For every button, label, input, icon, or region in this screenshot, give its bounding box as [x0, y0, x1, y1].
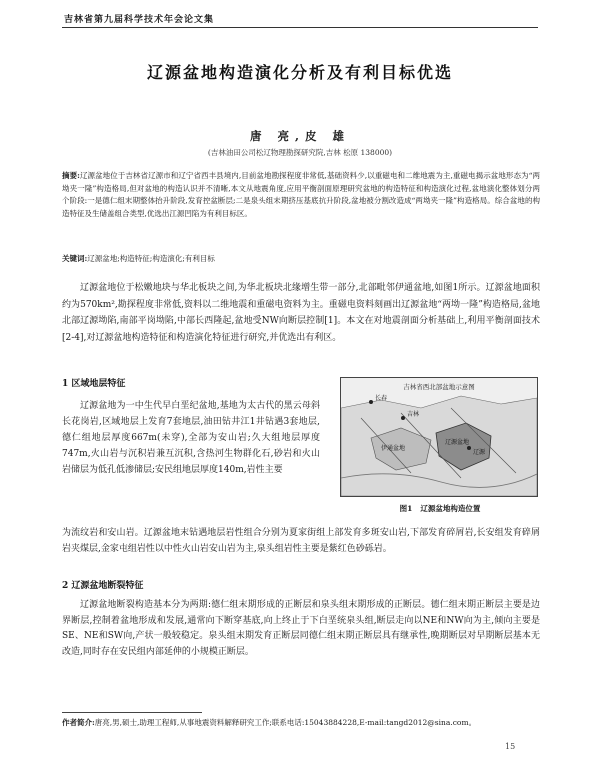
- header-rule: [62, 27, 538, 28]
- keywords: [62, 253, 540, 266]
- running-header: 吉林省第九届科学技术年会论文集: [64, 15, 215, 25]
- abstract-label: 摘要:: [62, 171, 80, 180]
- author-footnote: [62, 716, 540, 729]
- location-map: [341, 378, 537, 496]
- section-2-paragraph: 辽源盆地断裂构造基本分为两期:德仁组末期形成的正断层和泉头组末期形成的正断层。德仁组末期正断层主要是边界断层,控制着盆地形成和发展,通常向下断穿基底,向上终止于下白垩统泉头组,断层走向以NE和NW向为主,倾向主要是SE、NE和SW向,产状一般较稳定。泉头组末期发育正断层同德仁组末期正断层具有继承性,晚期断层对早期断层基本无改造,同时存在安民组内部延伸的小规模正断层。: [62, 600, 540, 657]
- map-label-liaoyuan-basin: 辽源盆地: [445, 439, 470, 446]
- section-1-paragraph: 辽源盆地为一中生代早白垩纪盆地,基地为太古代的黑云母斜长花岗岩,区域地层上发育7套地层,油田钻井江1井钻遇3套地层,德仁组地层厚度667m(未穿),全部为安山岩;久大组地层厚度747m,火山岩与沉积岩兼互沉积,含热河生物群化石,砂岩和火山岩储层为低孔低渗储层;安民组地层厚度140m,岩性主要: [62, 401, 320, 475]
- keywords-label: 关键词:: [62, 254, 88, 263]
- intro-paragraph: 辽源盆地位于松嫩地块与华北板块之间,为华北板块北缘增生带一部分,北部毗邻伊通盆地,如图1所示。辽源盆地面积约为570km²,勘探程度非常低,资料以二维地震和重磁电资料为主。重磁电资料刻画出辽源盆地“两坳一隆”构造格局,盆地北部辽源坳陷,南部平岗坳陷,中部长西隆起,盆地受NW向断层控制[1]。本文在对地震剖面分析基础上,利用平衡剖面技术[2-4],对辽源盆地构造特征和构造演化特征进行研究,并优选出有利区。: [62, 283, 540, 343]
- footnote-label: 作者简介:: [62, 718, 95, 727]
- map-label-yitong: 伊通盆地: [381, 445, 406, 452]
- paper-title: 辽源盆地构造演化分析及有利目标优选: [146, 63, 453, 82]
- section-2-heading: 2 辽源盆地断裂特征: [62, 581, 144, 591]
- city-marker-liaoyuan: [467, 446, 471, 450]
- map-label-jilin: 吉林: [407, 411, 420, 418]
- figure-caption-text: 辽源盆地构造位置: [420, 504, 481, 513]
- affiliation: (吉林油田公司松辽物理勘探研究院,吉林 松原 138000): [207, 148, 393, 157]
- authors: 唐 亮,皮 雄: [249, 129, 350, 143]
- footnote-rule: [62, 712, 202, 713]
- city-marker-jilin: [401, 416, 405, 420]
- abstract-text: 辽源盆地位于吉林省辽源市和辽宁省西丰县境内,目前盆地勘探程度非常低,基础资料少,以重磁电和二维地震为主,重磁电揭示盆地形态为“两坳夹一隆”构造格局,但对盆地的构造认识并不清晰,本文从地震角度,应用平衡剖面原理研究盆地的构造特征和构造演化过程,盆地演化整体划分两个阶段:一是德仁组末期整体抬升阶段,发育控盆断层;二是泉头组末期挤压基底抗升阶段,盆地被分割改造成“两坳夹一隆”构造格局。综合盆地的构造特征及生储盖组合类型,优选出江源凹陷为有利目标区。: [62, 171, 540, 218]
- keywords-text: 辽源盆地;构造特征;构造演化;有利目标: [87, 254, 215, 263]
- footnote-text: 唐亮,男,硕士,助理工程师,从事地震资料解释研究工作;联系电话:15043884228,E-mail:tangd2012@sina.com。: [94, 718, 477, 727]
- section-1-paragraph-continued: 为流纹岩和安山岩。辽源盆地末钻遇地层岩性组合分别为夏家街组上部发育多斑安山岩,下部发育碎屑岩,长安组发育碎屑岩夹煤层,金家屯组岩性以中性火山岩安山岩为主,泉头组岩性主要是紫红色砂砾岩。: [62, 528, 540, 554]
- section-1-heading: 1 区域地层特征: [62, 379, 126, 389]
- abstract: [62, 170, 540, 220]
- location-map-figure: [340, 377, 538, 497]
- figure-number: 图1: [399, 504, 413, 513]
- page-number: 15: [505, 742, 516, 751]
- city-marker-changchun: [369, 400, 373, 404]
- map-inner-title: 吉林省西北部盆地示意图: [403, 383, 475, 391]
- map-label-liaoyuan-city: 辽源: [473, 449, 486, 456]
- map-label-changchun: 长春: [375, 395, 388, 402]
- figure-caption: [340, 503, 540, 514]
